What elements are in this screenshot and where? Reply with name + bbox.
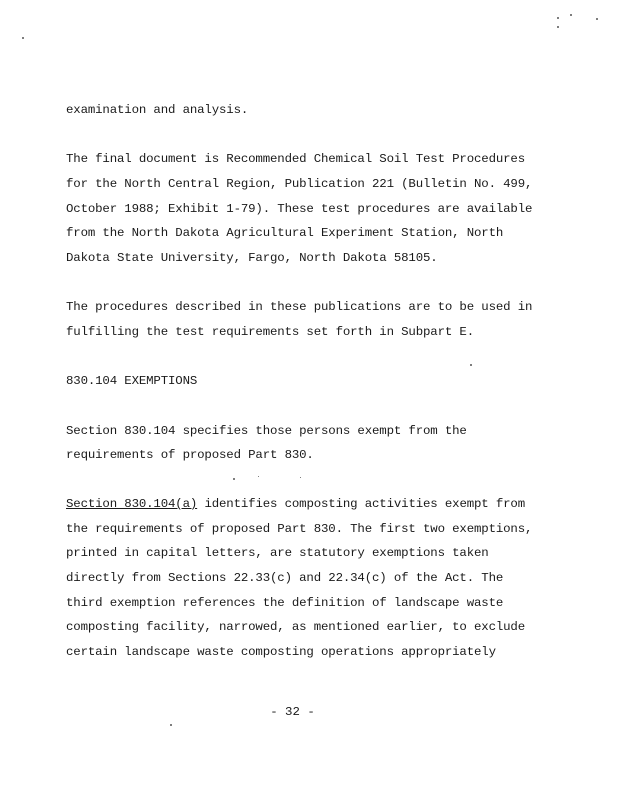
- text-line: The final document is Recommended Chemical Soil Test Procedures: [66, 152, 525, 166]
- text-span: identifies composting activities exempt from: [197, 497, 526, 511]
- text-line: Dakota State University, Fargo, North Dakota 58105.: [66, 251, 438, 265]
- text-line: The procedures described in these publications are to be used in: [66, 300, 533, 314]
- scan-speck: [470, 364, 472, 366]
- scan-speck: [557, 17, 559, 19]
- text-line: October 1988; Exhibit 1-79). These test procedures are available: [66, 202, 533, 216]
- text-line: Section 830.104 specifies those persons exempt from the: [66, 424, 467, 438]
- section-heading: 830.104 EXEMPTIONS: [66, 374, 198, 388]
- scan-speck: [570, 14, 572, 16]
- page-number: - 32 -: [270, 705, 315, 719]
- text-line: certain landscape waste composting operations appropriately: [66, 645, 496, 659]
- text-line: from the North Dakota Agricultural Experiment Station, North: [66, 226, 504, 240]
- scan-speck: [22, 37, 24, 39]
- text-line: requirements of proposed Part 830.: [66, 448, 314, 462]
- scan-speck: [300, 477, 301, 478]
- text-line: fulfilling the test requirements set forth in Subpart E.: [66, 325, 474, 339]
- section-reference: Section 830.104(a): [66, 497, 198, 511]
- text-line: printed in capital letters, are statutory exemptions taken: [66, 546, 489, 560]
- scan-speck: [557, 26, 559, 28]
- text-line: third exemption references the definition of landscape waste: [66, 596, 504, 610]
- scan-speck: [596, 18, 598, 20]
- scan-speck: [258, 476, 259, 477]
- scan-speck: [170, 724, 172, 726]
- text-line: composting facility, narrowed, as mentioned earlier, to exclude: [66, 620, 525, 634]
- text-line: examination and analysis.: [66, 103, 249, 117]
- text-line: for the North Central Region, Publication 221 (Bulletin No. 499,: [66, 177, 533, 191]
- text-line: directly from Sections 22.33(c) and 22.34(c) of the Act. The: [66, 571, 504, 585]
- text-line: the requirements of proposed Part 830. The first two exemptions,: [66, 522, 533, 536]
- scan-speck: [233, 478, 235, 480]
- text-line: [66, 496, 525, 512]
